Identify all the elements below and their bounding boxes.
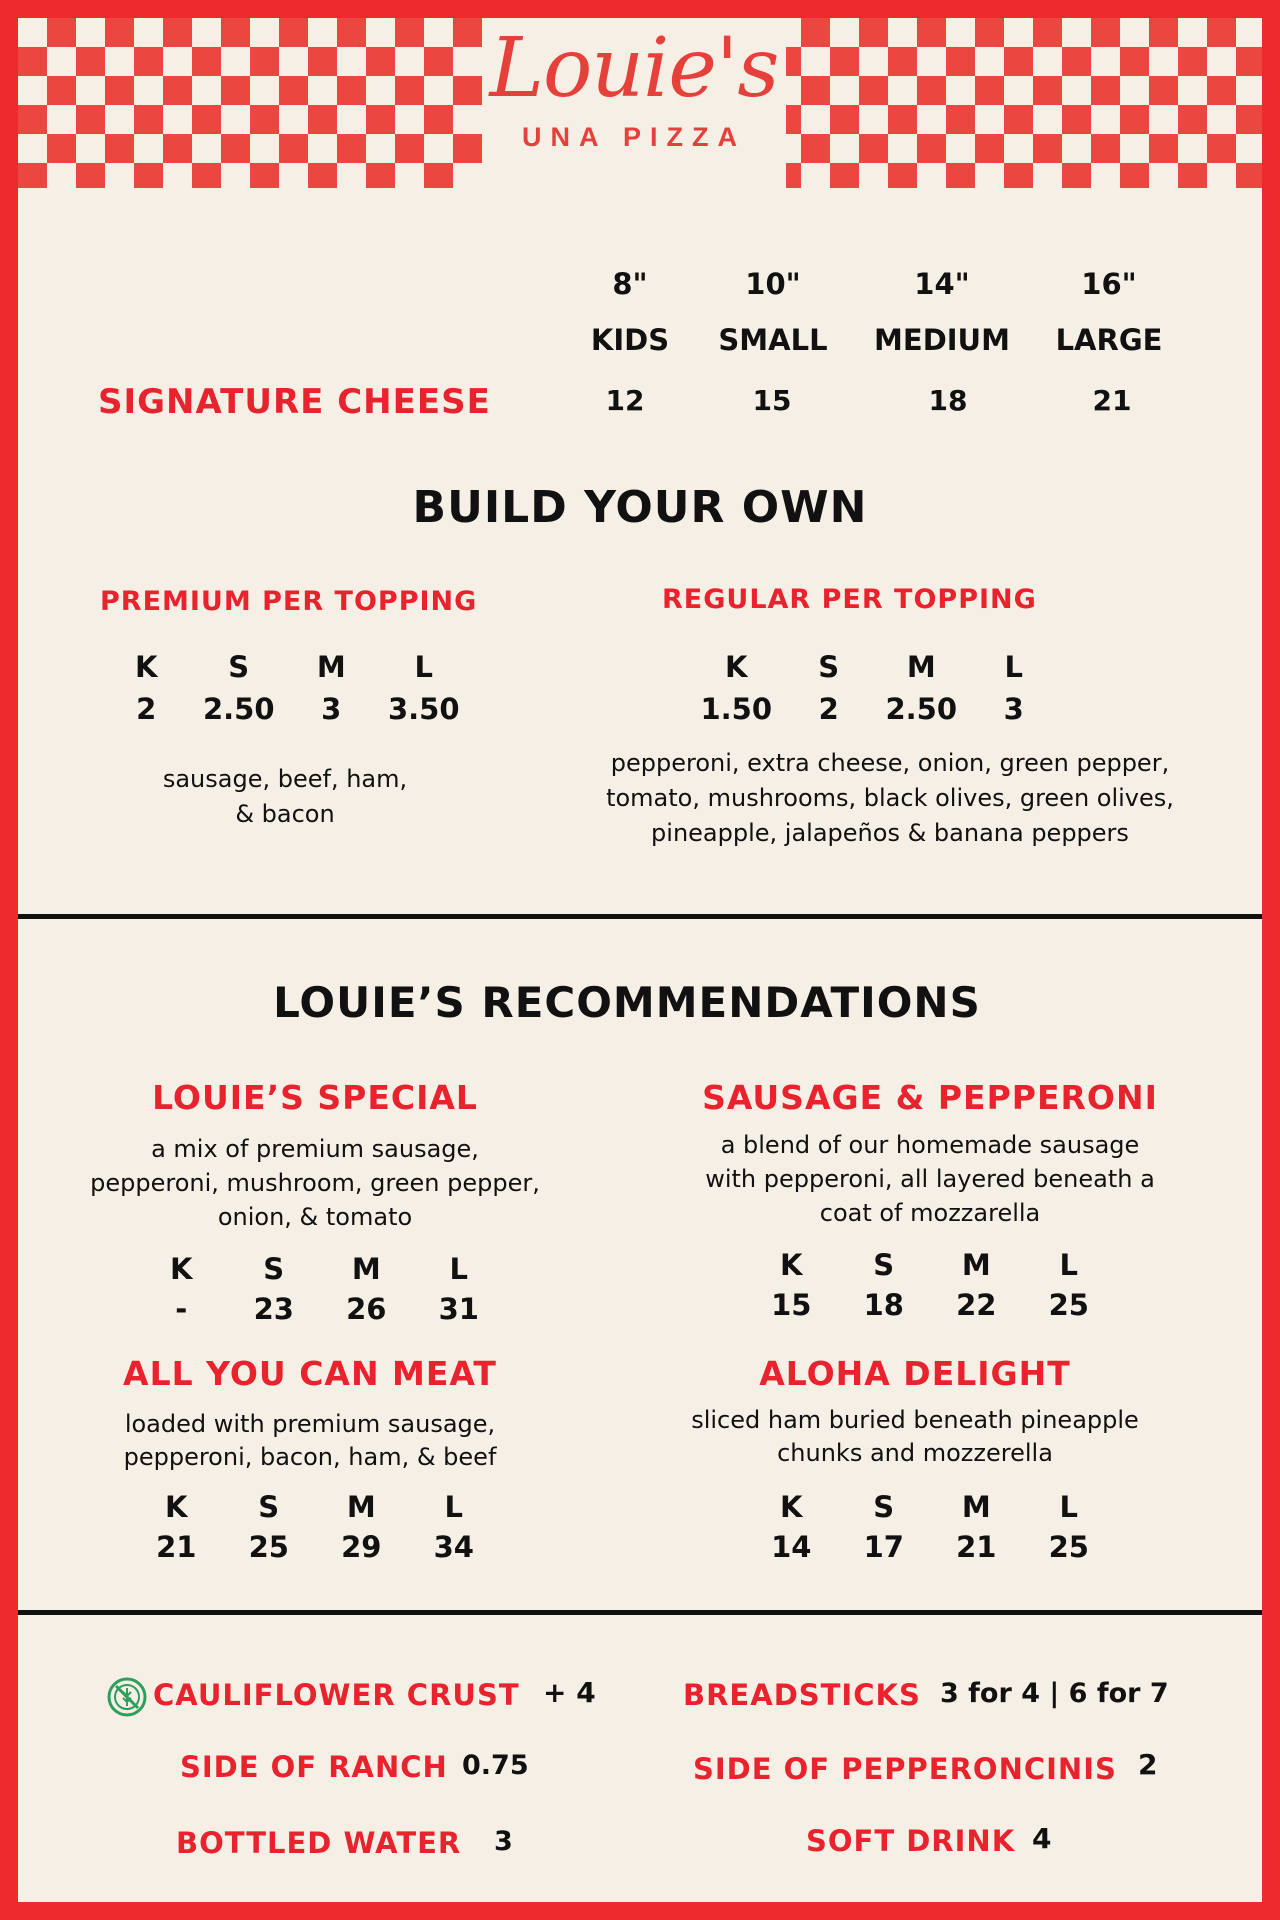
- label-s: S: [818, 650, 840, 684]
- rec-title-sausage-pepperoni: SAUSAGE & PEPPERONI: [702, 1078, 1158, 1117]
- price-l: 3: [1003, 692, 1024, 726]
- size-name: LARGE: [1055, 323, 1163, 357]
- price-m: 3: [321, 692, 342, 726]
- side-of-pepperoncinis-label: SIDE OF PEPPERONCINIS: [693, 1752, 1117, 1786]
- breadsticks-label: BREADSTICKS: [683, 1678, 921, 1712]
- desc-line: pepperoni, mushroom, green pepper,: [90, 1169, 540, 1197]
- label-s: S: [258, 1490, 280, 1524]
- price-kids: 12: [605, 384, 645, 417]
- gluten-free-icon: [106, 1676, 148, 1718]
- side-of-pepperoncinis-price: 2: [1138, 1748, 1158, 1781]
- price-k: -: [175, 1292, 188, 1326]
- rec-desc-aloha-delight: [660, 1404, 1170, 1470]
- rec-desc-all-you-can-meat: [80, 1408, 540, 1474]
- label-k: K: [170, 1252, 193, 1286]
- label-k: K: [780, 1490, 803, 1524]
- desc-line: pepperoni, bacon, ham, & beef: [123, 1443, 497, 1471]
- size-name: KIDS: [590, 323, 670, 357]
- desc-line: chunks and mozzerella: [777, 1439, 1053, 1467]
- label-l: L: [1059, 1490, 1078, 1524]
- label-m: M: [961, 1248, 991, 1282]
- rec-title-aloha-delight: ALOHA DELIGHT: [759, 1354, 1071, 1393]
- label-s: S: [263, 1252, 285, 1286]
- size-kids: [575, 256, 685, 368]
- price-m: 21: [956, 1530, 997, 1564]
- price-l: 25: [1048, 1530, 1089, 1564]
- size-small: [712, 256, 834, 368]
- label-l: L: [414, 650, 433, 684]
- price-medium: 18: [928, 384, 968, 417]
- price-s: 2.50: [202, 692, 275, 726]
- label-s: S: [873, 1248, 895, 1282]
- size-inch: 14": [914, 267, 970, 301]
- build-your-own-title: BUILD YOUR OWN: [412, 482, 868, 533]
- rec-size-labels: [745, 1248, 1115, 1282]
- bottled-water-price: 3: [494, 1826, 513, 1857]
- regular-size-labels: [690, 650, 1060, 684]
- soft-drink-label: SOFT DRINK: [806, 1824, 1016, 1858]
- regular-topping-title: REGULAR PER TOPPING: [662, 584, 1037, 615]
- soft-drink-price: 4: [1032, 1822, 1052, 1855]
- price-l: 3.50: [387, 692, 460, 726]
- label-l: L: [449, 1252, 468, 1286]
- label-l: L: [1059, 1248, 1078, 1282]
- size-name: MEDIUM: [874, 323, 1010, 357]
- price-s: 17: [863, 1530, 904, 1564]
- rec-desc-sausage-pepperoni: [680, 1128, 1180, 1230]
- brand-script: Louie's: [489, 21, 779, 116]
- price-l: 25: [1048, 1288, 1089, 1322]
- label-s: S: [873, 1490, 895, 1524]
- desc-line: a blend of our homemade sausage: [720, 1131, 1140, 1159]
- signature-cheese-title: SIGNATURE CHEESE: [98, 382, 491, 422]
- label-k: K: [135, 650, 158, 684]
- size-inch: 16": [1081, 267, 1137, 301]
- bottled-water-label: BOTTLED WATER: [176, 1826, 462, 1860]
- label-m: M: [906, 650, 936, 684]
- label-m: M: [351, 1252, 381, 1286]
- price-k: 21: [156, 1530, 197, 1564]
- price-small: 15: [752, 384, 792, 417]
- rec-title-all-you-can-meat: ALL YOU CAN MEAT: [123, 1354, 497, 1393]
- premium-prices: [100, 692, 470, 726]
- rec-size-labels: [135, 1252, 505, 1286]
- desc-line: a mix of premium sausage,: [151, 1135, 479, 1163]
- premium-topping-list: [90, 762, 480, 832]
- price-k: 14: [771, 1530, 812, 1564]
- breadsticks-price: 3 for 4 | 6 for 7: [940, 1678, 1169, 1709]
- desc-line: onion, & tomato: [217, 1203, 413, 1231]
- price-m: 22: [956, 1288, 997, 1322]
- desc-line: tomato, mushrooms, black olives, green olives,: [606, 784, 1174, 812]
- brand-subtitle: UNA PIZZA: [522, 122, 746, 152]
- price-m: 2.50: [885, 692, 958, 726]
- brand-logo: [482, 18, 786, 188]
- label-m: M: [316, 650, 346, 684]
- premium-topping-title: PREMIUM PER TOPPING: [100, 586, 478, 617]
- label-m: M: [961, 1490, 991, 1524]
- price-m: 26: [346, 1292, 387, 1326]
- label-l: L: [444, 1490, 463, 1524]
- label-l: L: [1004, 650, 1023, 684]
- section-divider: [18, 1610, 1262, 1615]
- rec-prices: [135, 1292, 505, 1326]
- desc-line: coat of mozzarella: [819, 1199, 1041, 1227]
- desc-line: with pepperoni, all layered beneath a: [705, 1165, 1155, 1193]
- premium-size-labels: [100, 650, 470, 684]
- price-s: 23: [253, 1292, 294, 1326]
- label-k: K: [725, 650, 748, 684]
- rec-title-louies-special: LOUIE’S SPECIAL: [152, 1078, 478, 1117]
- recommendations-title: LOUIE’S RECOMMENDATIONS: [273, 978, 981, 1027]
- rec-prices: [745, 1288, 1115, 1322]
- section-divider: [18, 914, 1262, 919]
- rec-prices: [745, 1530, 1115, 1564]
- price-l: 31: [438, 1292, 479, 1326]
- rec-size-labels: [745, 1490, 1115, 1524]
- price-large: 21: [1092, 384, 1132, 417]
- cauliflower-crust-price: + 4: [543, 1676, 596, 1709]
- desc-line: pepperoni, extra cheese, onion, green pepper,: [610, 749, 1170, 777]
- label-k: K: [165, 1490, 188, 1524]
- price-k: 15: [771, 1288, 812, 1322]
- rec-prices: [130, 1530, 500, 1564]
- label-k: K: [780, 1248, 803, 1282]
- desc-line: sausage, beef, ham,: [162, 765, 408, 793]
- price-l: 34: [433, 1530, 474, 1564]
- price-m: 29: [341, 1530, 382, 1564]
- side-of-ranch-price: 0.75: [462, 1750, 529, 1781]
- cauliflower-crust-label: CAULIFLOWER CRUST: [153, 1678, 520, 1712]
- size-name: SMALL: [718, 323, 828, 357]
- price-k: 2: [136, 692, 157, 726]
- price-s: 25: [248, 1530, 289, 1564]
- side-of-ranch-label: SIDE OF RANCH: [180, 1750, 448, 1784]
- price-s: 2: [818, 692, 839, 726]
- desc-line: loaded with premium sausage,: [124, 1410, 496, 1438]
- size-large: [1046, 256, 1172, 368]
- size-medium: [866, 256, 1018, 368]
- price-s: 18: [863, 1288, 904, 1322]
- label-s: S: [228, 650, 250, 684]
- rec-desc-louies-special: [70, 1132, 560, 1234]
- size-inch: 10": [745, 267, 801, 301]
- rec-size-labels: [130, 1490, 500, 1524]
- label-m: M: [346, 1490, 376, 1524]
- desc-line: sliced ham buried beneath pineapple: [691, 1406, 1139, 1434]
- regular-topping-list: [560, 746, 1220, 851]
- desc-line: & bacon: [235, 800, 335, 828]
- price-k: 1.50: [700, 692, 773, 726]
- size-inch: 8": [612, 267, 648, 301]
- regular-prices: [690, 692, 1060, 726]
- desc-line: pineapple, jalapeños & banana peppers: [651, 819, 1129, 847]
